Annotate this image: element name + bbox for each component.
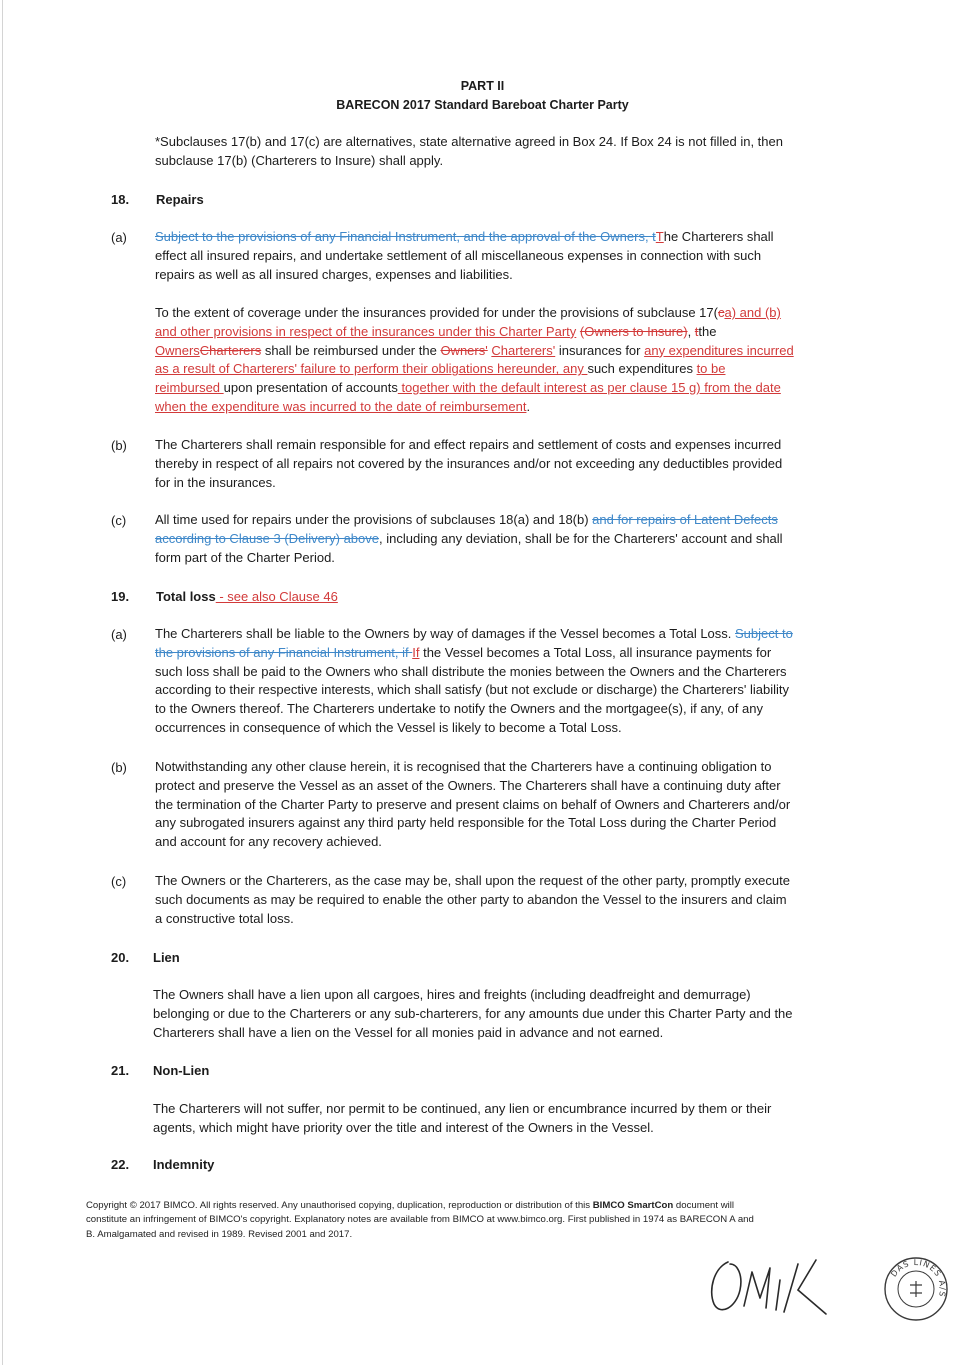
clause-19-number: 19. (111, 589, 130, 604)
clause-22-number: 22. (111, 1157, 130, 1172)
clause-20-number: 20. (111, 950, 130, 965)
clause-18c-label: (c) (111, 513, 127, 528)
clause-18a-label: (a) (111, 230, 127, 245)
clause-19b-text: Notwithstanding any other clause herein, it is recognised that the Charterers have a continuing obligation to protect and preserve the Vessel as an asset of the Owners. The Charterers shall have a continuing duty after the termination of the Charter Party to preserve and present claims on behalf of Owners and Charterers and/or any subrogated insurers against any third party held responsible for the Total Loss during the Charter Period and account for any recovery achieved. (155, 759, 791, 850)
clause-18b-text: The Charterers shall remain responsible for and effect repairs and settlement of costs and expenses incurred thereby in respect of all repairs not covered by the insurances and/or not exceeding any deductibles provided for in the insurances. (155, 437, 783, 490)
handwritten-initials-signature (700, 1250, 840, 1325)
document-title: BARECON 2017 Standard Bareboat Charter Party (336, 98, 629, 112)
clause-20-title: Lien (153, 950, 180, 965)
copyright-footer: Copyright © 2017 BIMCO. All rights reserved. Any unauthorised copying, duplication, reproduction or distribution of this BIMCO SmartCon document will constitute an infringement of BIMCO's copyright. Explanatory notes are available from BIMCO at www.bimco.org. First published in 1974 as BARECON A and B. Amalgamated and revised in 1989. Revised 2001 and 2017. (86, 1200, 754, 1240)
clause-21-title: Non-Lien (153, 1063, 210, 1078)
clause-21-number: 21. (111, 1063, 130, 1078)
clause-18-number: 18. (111, 192, 130, 207)
clause-21-text: The Charterers will not suffer, nor permit to be continued, any lien or encumbrance incurred by them or their agents, which might have priority over the title and interest of the Owners in the Vessel. (153, 1101, 772, 1135)
clause-18a-reimbursement-text: To the extent of coverage under the insurances provided for under the provisions of subclause 17(ca) and (b) and other provisions in respect of the insurances under this Charter Party (Owners to Insure), tthe OwnersCharterers shall be reimbursed under the Owners' Charterers' insurances for any expenditures incurred as a result of Charterers' failure to perform their obligations hereunder, any such expenditures to be reimbursed upon presentation of accounts together with the default interest as per clause 15 g) from the date when the expenditure was incurred to the date of reimbursement. (155, 305, 794, 414)
clause-18a-text: Subject to the provisions of any Financial Instrument, and the approval of the Owners, tThe Charterers shall effect all insured repairs, and undertake settlement of all miscellaneous expenses in connection with such repairs as well as all insured charges, expenses and liabilities. (155, 229, 774, 282)
company-stamp (882, 1255, 950, 1323)
clause-19c-text: The Owners or the Charterers, as the case may be, shall upon the request of the other party, promptly execute such documents as may be required to enable the other party to abandon the Vessel to the insurers and claim a constructive total loss. (155, 873, 790, 926)
clause-22-title: Indemnity (153, 1157, 215, 1172)
clause-20-text: The Owners shall have a lien upon all cargoes, hires and freights (including deadfreight and demurrage) belonging or due to the Charterers or any sub-charterers, for any amounts due under this Charter Party and the Charterers shall have a lien on the Vessel for all monies paid in advance and not earned. (153, 987, 793, 1040)
clause-19a-text: The Charterers shall be liable to the Owners by way of damages if the Vessel becomes a Total Loss. Subject to the provisions of any Financial Instrument, if If the Vessel becomes a Total Loss, all insurance payments for such loss shall be paid to the Owners who shall distribute the monies between the Owners and the Charterers according to their respective interests, which shall satisfy (but not exclude or discharge) the Charterers' liability to the Owners thereof. The Charterers undertake to notify the Owners and the mortgagee(s), if any, of any occurrences in consequence of which the Vessel is likely to become a Total Loss. (155, 626, 793, 735)
clause-18-title: Repairs (156, 192, 204, 207)
svg-text:DAS LINES A/S: DAS LINES A/S (889, 1257, 948, 1299)
clause-18b-label: (b) (111, 438, 127, 453)
part-heading: PART II (460, 79, 505, 93)
clause-19a-label: (a) (111, 627, 127, 642)
clause-19c-label: (c) (111, 874, 127, 889)
page-left-edge (2, 0, 3, 1365)
clause-18c-text: All time used for repairs under the provisions of subclauses 18(a) and 18(b) and for repairs of Latent Defects according to Clause 3 (Delivery) above, including any deviation, shall be for the Charterers' account and shall form part of the Charter Period. (155, 512, 783, 565)
clause-19-title: Total loss - see also Clause 46 (156, 589, 338, 604)
clause-19b-label: (b) (111, 760, 127, 775)
intro-note: *Subclauses 17(b) and 17(c) are alternatives, state alternative agreed in Box 24. If Box 24 is not filled in, then subclause 17(b) (Charterers to Insure) shall apply. (155, 134, 783, 168)
